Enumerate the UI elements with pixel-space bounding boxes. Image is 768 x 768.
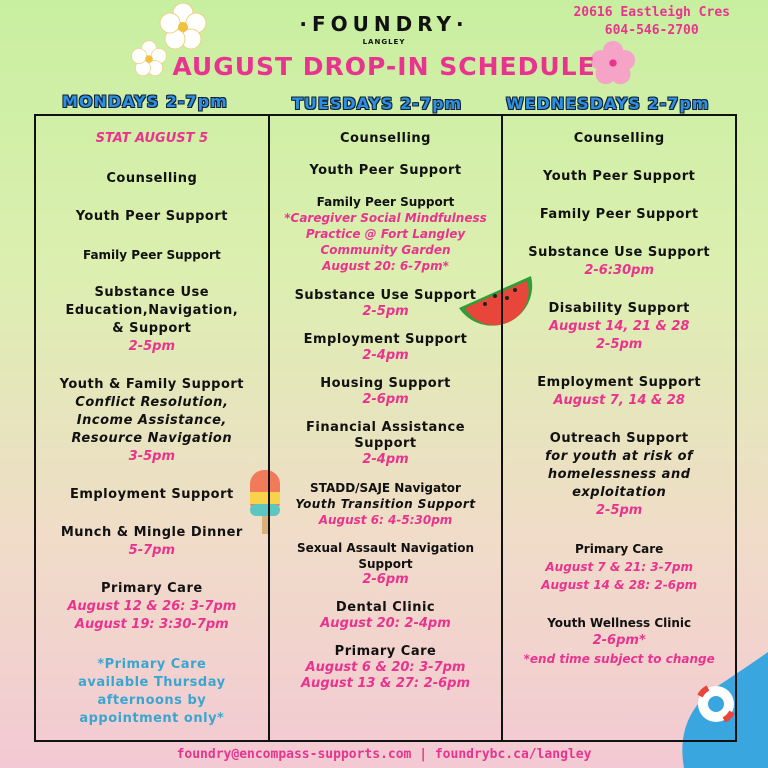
service-detail: *Caregiver Social Mindfulness (284, 211, 487, 225)
service-detail: for youth at risk of (545, 449, 694, 464)
service-time: 2-5pm (596, 337, 643, 352)
service-time: August 7 & 21: 3-7pm (545, 560, 693, 574)
phone-number: 604-546-2700 (604, 23, 699, 38)
service-detail: Conflict Resolution, (75, 395, 229, 410)
service-primary-care: Primary Care (575, 542, 664, 556)
service-time: 2-4pm (362, 348, 409, 363)
service-stadd: STADD/SAJE Navigator (310, 481, 461, 495)
service-detail: exploitation (572, 485, 667, 500)
brand-logo: ·FOUNDRY· (299, 12, 469, 36)
monday-header: MONDAYS 2-7pm (62, 92, 228, 111)
service-time: August 6 & 20: 3-7pm (305, 660, 466, 675)
service-counselling: Counselling (340, 131, 431, 146)
service-time: 2-6pm (362, 392, 409, 407)
service-time: August 14 & 28: 2-6pm (541, 578, 698, 592)
service-employment: Employment Support (303, 332, 468, 347)
tuesday-header: TUESDAYS 2-7pm (292, 94, 463, 113)
footer-contact[interactable]: foundry@encompass-supports.com | foundrybc.ca/langley (176, 747, 592, 762)
primary-care-note: appointment only* (79, 711, 225, 726)
service-primary-care: Primary Care (334, 644, 437, 659)
service-financial: Financial Assistance (305, 420, 466, 435)
service-time: August 6: 4-5:30pm (318, 513, 453, 527)
service-sexual-assault: Sexual Assault Navigation Support (296, 541, 475, 571)
service-counselling: Counselling (573, 131, 665, 146)
service-youth-peer: Youth Peer Support (75, 209, 228, 224)
service-employment: Employment Support (69, 487, 234, 502)
service-housing: Housing Support (320, 376, 451, 391)
service-dental: Dental Clinic (335, 600, 436, 615)
service-detail: Practice @ Fort Langley (305, 227, 466, 241)
tuesday-column (270, 116, 504, 740)
service-family-peer: Family Peer Support (82, 248, 221, 262)
service-dates: August 7, 14 & 28 (553, 393, 685, 408)
service-time: 2-4pm (362, 452, 409, 467)
service-family-peer: Family Peer Support (316, 195, 455, 209)
service-time: 3-5pm (128, 449, 175, 464)
address: 20616 Eastleigh Cres (573, 5, 730, 20)
service-youth-family: Youth & Family Support (59, 377, 245, 392)
service-counselling: Counselling (106, 171, 198, 186)
primary-care-note: available Thursday (78, 675, 226, 690)
service-time: 2-5pm (362, 304, 409, 319)
service-time: 2-5pm (128, 339, 175, 354)
wednesday-column (503, 116, 735, 740)
service-dates: August 14, 21 & 28 (548, 319, 690, 334)
service-note: *end time subject to change (523, 652, 715, 666)
service-time: 2-6pm* (592, 633, 646, 648)
service-outreach: Outreach Support (549, 431, 689, 446)
wednesday-header: WEDNESDAYS 2-7pm (506, 94, 710, 113)
service-substance: Substance Use Support (528, 245, 711, 260)
service-detail: Youth Transition Support (295, 497, 476, 511)
service-time: 2-6:30pm (584, 263, 654, 278)
service-substance-line3: & Support (112, 321, 192, 336)
service-substance-line2: Education,Navigation, (65, 303, 239, 318)
service-time: August 13 & 27: 2-6pm (301, 676, 470, 691)
schedule-grid (34, 114, 737, 742)
service-detail: Resource Navigation (71, 431, 233, 446)
service-time: August 19: 3:30-7pm (74, 617, 229, 632)
service-youth-peer: Youth Peer Support (543, 169, 696, 184)
contact-info (573, 4, 730, 40)
service-detail: Community Garden (320, 243, 451, 257)
service-family-peer: Family Peer Support (539, 207, 699, 222)
stat-holiday: STAT AUGUST 5 (95, 131, 209, 146)
service-munch: Munch & Mingle Dinner (60, 525, 243, 540)
service-time: 5-7pm (128, 543, 175, 558)
service-detail: homelessness and (547, 467, 691, 482)
monday-column (36, 116, 270, 740)
service-employment: Employment Support (537, 375, 702, 390)
service-substance: Substance Use (94, 285, 210, 300)
service-time: August 12 & 26: 3-7pm (67, 599, 237, 614)
service-detail: August 20: 6-7pm* (322, 259, 449, 273)
service-disability: Disability Support (548, 301, 690, 316)
service-time: 2-6pm (362, 572, 409, 587)
page-title: AUGUST DROP-IN SCHEDULE (172, 52, 596, 81)
primary-care-note: afternoons by (97, 693, 207, 708)
service-youth-peer: Youth Peer Support (309, 163, 462, 178)
service-time: 2-5pm (596, 503, 643, 518)
brand-location: LANGLEY (362, 38, 406, 46)
service-wellness: Youth Wellness Clinic (547, 616, 692, 630)
primary-care-note: *Primary Care (97, 657, 207, 672)
service-time: August 20: 2-4pm (320, 616, 451, 631)
service-financial-line2: Support (354, 436, 417, 451)
service-detail: Income Assistance, (76, 413, 227, 428)
service-primary-care: Primary Care (101, 581, 203, 596)
service-substance: Substance Use Support (294, 288, 477, 303)
